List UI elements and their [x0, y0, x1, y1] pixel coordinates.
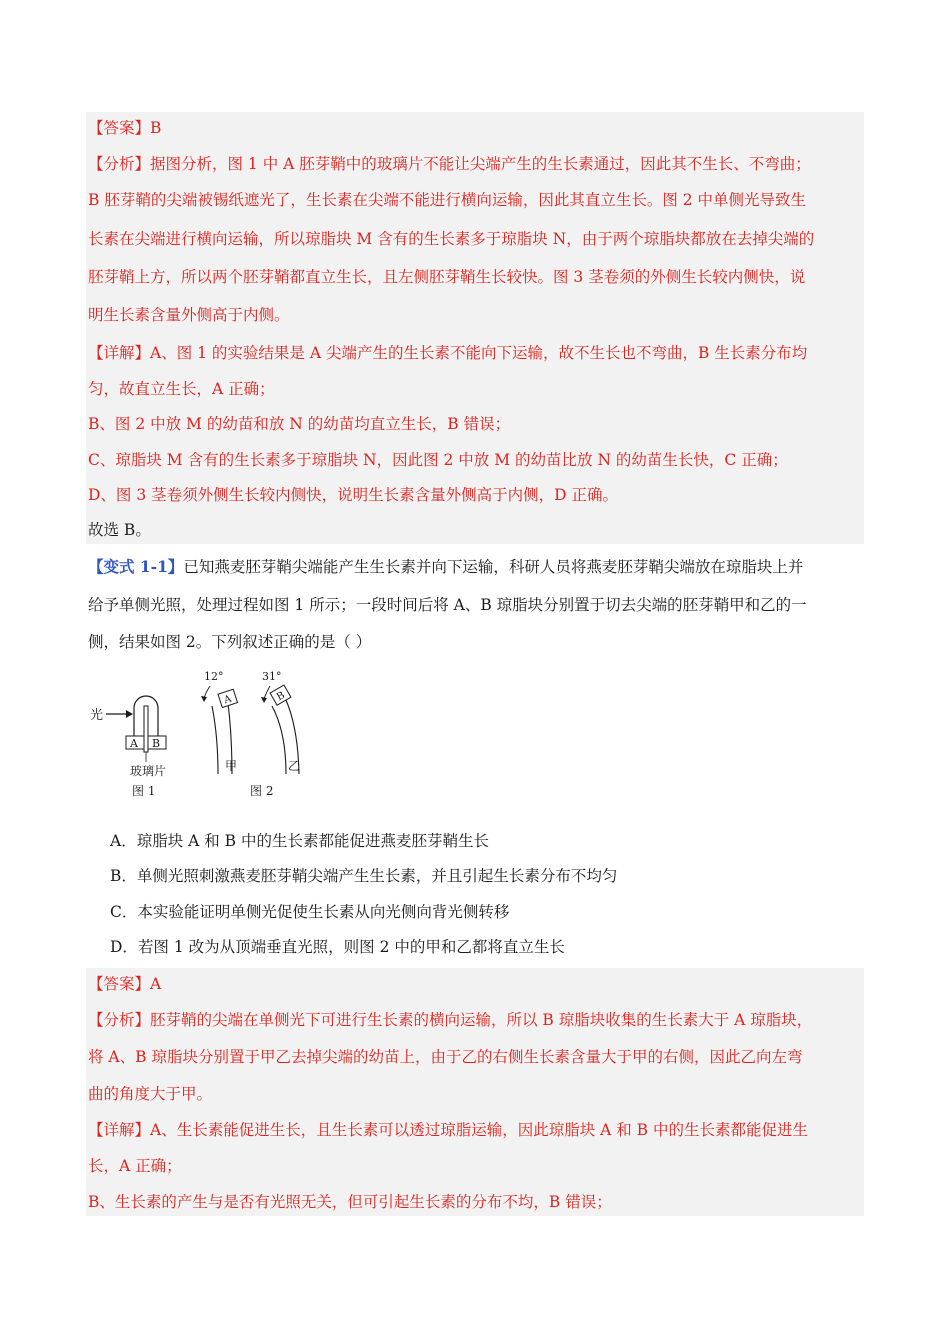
answer-block-1: [86, 112, 864, 544]
analysis-line: 明生长素含量外侧高于内侧。: [88, 306, 290, 324]
jia-label: 甲: [225, 759, 238, 773]
analysis-line: 将 A、B 琼脂块分别置于甲乙去掉尖端的幼苗上，由于乙的右侧生长素含量大于甲的右侧，因此乙向左弯: [88, 1048, 803, 1066]
question-text: 已知燕麦胚芽鞘尖端能产生生长素并向下运输，科研人员将燕麦胚芽鞘尖端放在琼脂块上并: [183, 558, 804, 576]
answer-line: 【答案】A: [88, 975, 162, 993]
question-line-2: 给予单侧光照，处理过程如图 1 所示；一段时间后将 A、B 琼脂块分别置于切去尖端的胚芽鞘甲和乙的一: [88, 596, 807, 614]
light-label: 光: [90, 708, 104, 723]
analysis-line: 【分析】胚芽鞘的尖端在单侧光下可进行生长素的横向运输，所以 B 琼脂块收集的生长素大于 A 琼脂块，: [88, 1011, 813, 1029]
option-c[interactable]: C．本实验能证明单侧光促使生长素从向光侧向背光侧转移: [110, 903, 510, 921]
agar-on-yi-label: B: [275, 689, 287, 704]
detail-line: B、图 2 中放 M 的幼苗和放 N 的幼苗均直立生长，B 错误；: [88, 415, 511, 433]
glass-plate: [144, 706, 148, 752]
angle-b-arrow: [264, 686, 270, 699]
analysis-line: 长素在尖端进行横向运输，所以琼脂块 M 含有的生长素多于琼脂块 N，由于两个琼脂块都放在去掉尖端的: [88, 230, 815, 248]
detail-line: 【详解】A、图 1 的实验结果是 A 尖端产生的生长素不能向下运输，故不生长也不弯曲，B 生长素分布均: [88, 344, 808, 362]
glass-label: 玻璃片: [130, 764, 167, 778]
yi-label: 乙: [288, 759, 301, 773]
detail-line: 匀，故直立生长，A 正确；: [88, 380, 275, 398]
angle-a-arrow-head: [201, 696, 207, 702]
agar-on-jia-label: A: [222, 693, 233, 707]
analysis-line: 曲的角度大于甲。: [88, 1085, 213, 1103]
angle-a-arrow: [204, 686, 210, 698]
answer-line: 【答案】B: [88, 119, 162, 137]
block-a-label: A: [130, 737, 138, 750]
question-line-1: [88, 557, 803, 577]
analysis-line: B 胚芽鞘的尖端被锡纸遮光了，生长素在尖端不能进行横向运输，因此其直立生长。图 2 中单侧光导致生: [88, 191, 807, 209]
light-arrow-head: [126, 710, 133, 718]
analysis-line: 胚芽鞘上方，所以两个胚芽鞘都直立生长，且左侧胚芽鞘生长较快。图 3 茎卷须的外侧生长较内侧快，说: [88, 268, 806, 286]
conclusion-line: 故选 B。: [88, 521, 151, 539]
fig1-caption: 图 1: [132, 784, 156, 798]
angle-a: 12°: [204, 670, 224, 683]
detail-line: 长，A 正确；: [88, 1157, 182, 1175]
option-a[interactable]: A．琼脂块 A 和 B 中的生长素都能促进燕麦胚芽鞘生长: [110, 832, 489, 850]
angle-b: 31°: [262, 670, 282, 683]
angle-b-arrow-head: [261, 697, 267, 703]
analysis-line: 【分析】据图分析，图 1 中 A 胚芽鞘中的玻璃片不能让尖端产生的生长素通过，因此其不生长、不弯曲；: [88, 155, 811, 173]
detail-line: C、琼脂块 M 含有的生长素多于琼脂块 N，因此图 2 中放 M 的幼苗比放 N 的幼苗生长快，C 正确；: [88, 451, 788, 469]
option-b[interactable]: B．单侧光照刺激燕麦胚芽鞘尖端产生生长素，并且引起生长素分布不均匀: [110, 867, 618, 885]
option-d[interactable]: D．若图 1 改为从顶端垂直光照，则图 2 中的甲和乙都将直立生长: [110, 938, 565, 956]
block-b-label: B: [152, 737, 161, 750]
detail-line: 【详解】A、生长素能促进生长，且生长素可以透过琼脂运输，因此琼脂块 A 和 B 中的生长素都能促进生: [88, 1121, 808, 1139]
fig2-caption: 图 2: [250, 784, 274, 798]
detail-line: B、生长素的产生与是否有光照无关，但可引起生长素的分布不均，B 错误；: [88, 1193, 612, 1211]
experiment-figure: [86, 666, 306, 806]
question-line-3: 侧，结果如图 2。下列叙述正确的是（ ）: [88, 633, 372, 651]
variant-tag: 【变式 1-1】: [88, 557, 184, 576]
detail-line: D、图 3 茎卷须外侧生长较内侧快，说明生长素含量外侧高于内侧，D 正确。: [88, 486, 618, 504]
